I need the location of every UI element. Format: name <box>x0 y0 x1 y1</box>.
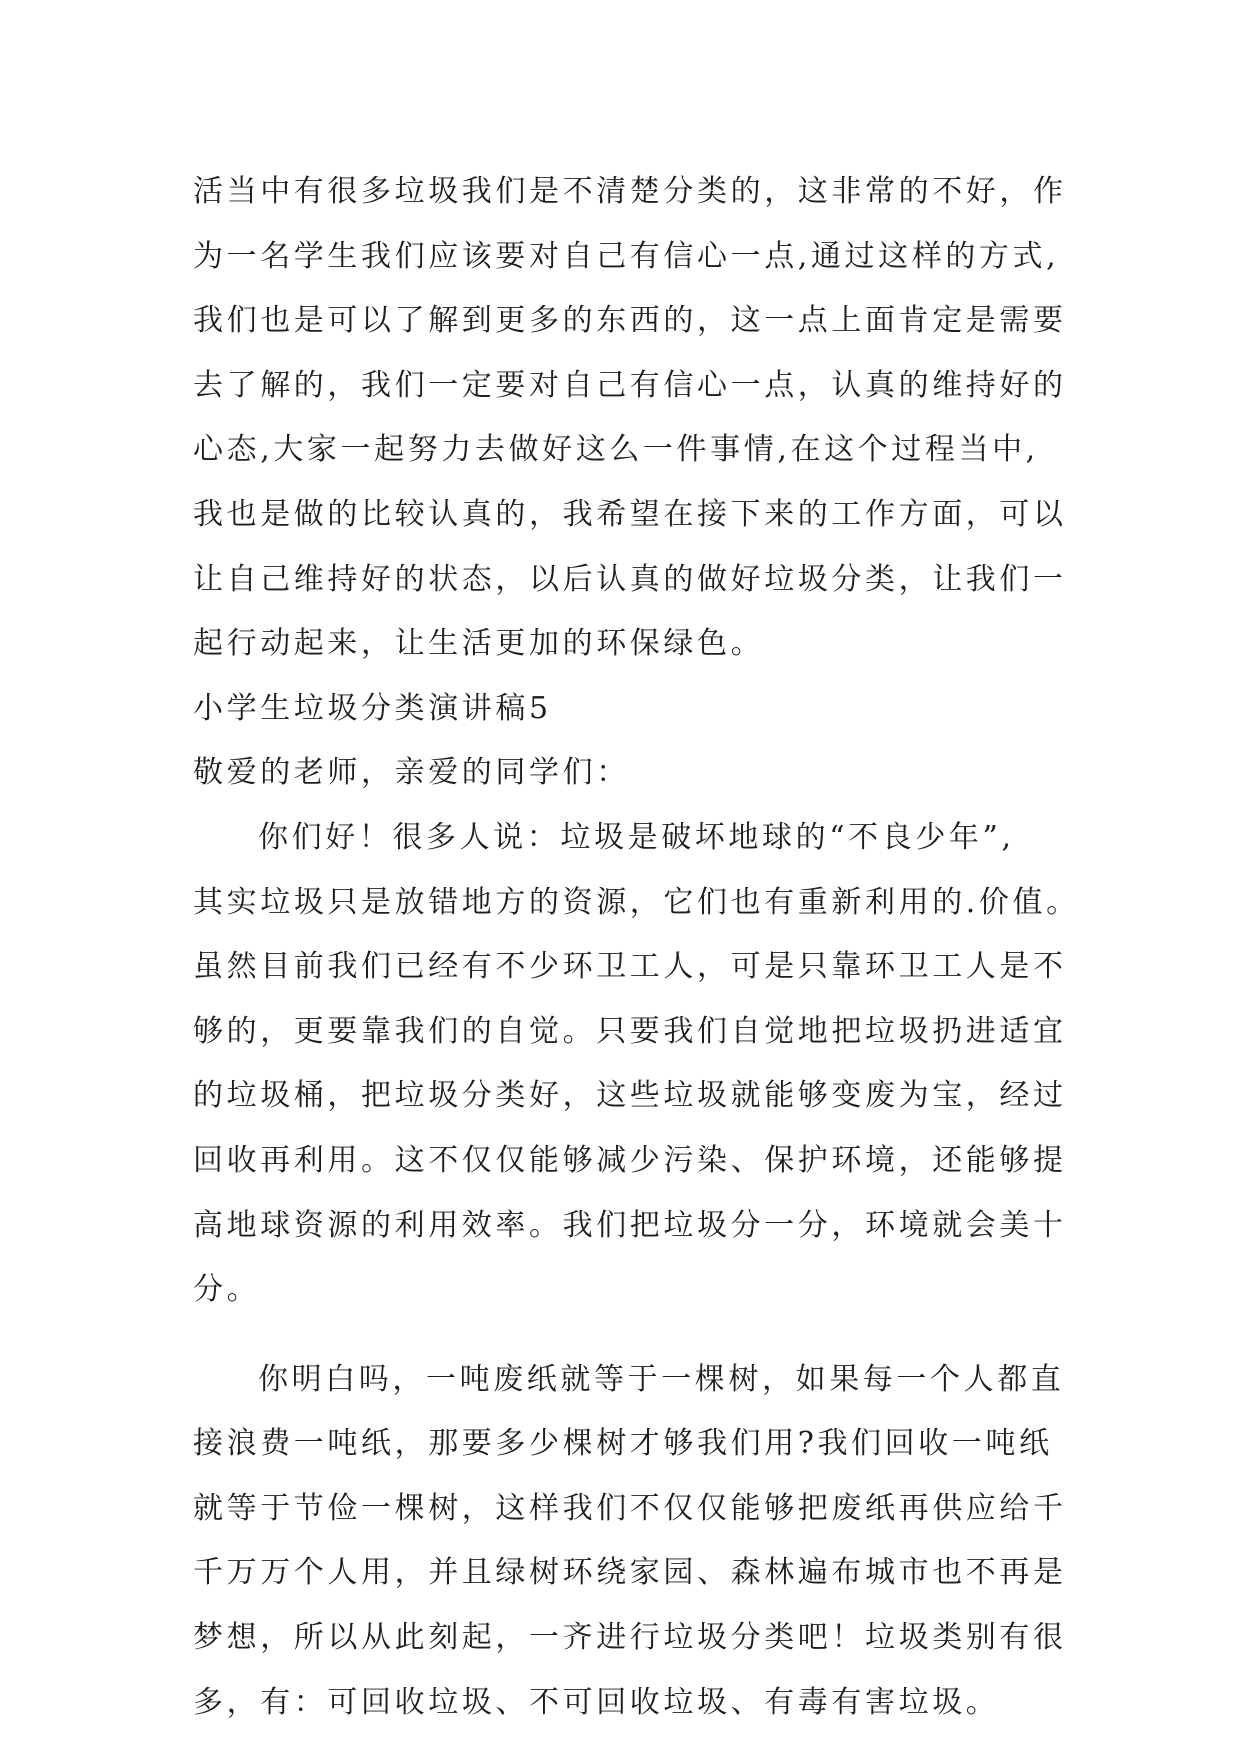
text-line: 接浪费一吨纸，那要多少棵树才够我们用?我们回收一吨纸 <box>193 1426 1053 1462</box>
text-line: 分。 <box>193 1272 261 1308</box>
speech-paragraph-2 <box>193 1348 1073 1736</box>
text-line: 其实垃圾只是放错地方的资源，它们也有重新利用的.价值。 <box>193 884 1080 920</box>
text-line: 你们好！很多人说：垃圾是破坏地球的“不良少年”, <box>258 819 1015 855</box>
text-line: 心态,大家一起努力去做好这么一件事情,在这个过程当中, <box>193 432 1039 468</box>
text-line: 就等于节俭一棵树，这样我们不仅仅能够把废纸再供应给千 <box>193 1490 1067 1526</box>
text-line: 多，有：可回收垃圾、不可回收垃圾、有毒有害垃圾。 <box>193 1684 1000 1720</box>
salutation: 敬爱的老师，亲爱的同学们： <box>193 755 630 791</box>
section-title: 小学生垃圾分类演讲稿5 <box>193 690 552 726</box>
speech-paragraph-1 <box>193 806 1080 1323</box>
text-line: 让自己维持好的状态，以后认真的做好垃圾分类，让我们一 <box>193 561 1067 597</box>
text-line: 梦想，所以从此刻起，一齐进行垃圾分类吧！垃圾类别有很 <box>193 1620 1067 1656</box>
text-line: 的垃圾桶，把垃圾分类好，这些垃圾就能够变废为宝，经过 <box>193 1078 1067 1114</box>
text-line: 千万万个人用，并且绿树环绕家园、森林遍布城市也不再是 <box>193 1555 1067 1591</box>
paragraph-spacer <box>193 1323 1073 1348</box>
text-line: 高地球资源的利用效率。我们把垃圾分一分，环境就会美十 <box>193 1207 1067 1243</box>
text-line: 我们也是可以了解到更多的东西的，这一点上面肯定是需要 <box>193 303 1067 339</box>
text-line: 回收再利用。这不仅仅能够减少污染、保护环境，还能够提 <box>193 1142 1067 1178</box>
text-line: 为一名学生我们应该要对自己有信心一点,通过这样的方式, <box>193 238 1060 274</box>
text-line: 虽然目前我们已经有不少环卫工人，可是只靠环卫工人是不 <box>193 949 1067 985</box>
continued-paragraph <box>193 160 1073 677</box>
document-body <box>193 160 1080 1735</box>
text-line: 去了解的，我们一定要对自己有信心一点，认真的维持好的 <box>193 367 1067 403</box>
text-line: 够的，更要靠我们的自觉。只要我们自觉地把垃圾扔进适宜 <box>193 1013 1067 1049</box>
text-line: 你明白吗，一吨废纸就等于一棵树，如果每一个人都直 <box>258 1361 1065 1397</box>
text-line: 我也是做的比较认真的，我希望在接下来的工作方面，可以 <box>193 496 1067 532</box>
text-line: 起行动起来，让生活更加的环保绿色。 <box>193 626 765 662</box>
text-line: 活当中有很多垃圾我们是不清楚分类的，这非常的不好，作 <box>193 174 1067 209</box>
